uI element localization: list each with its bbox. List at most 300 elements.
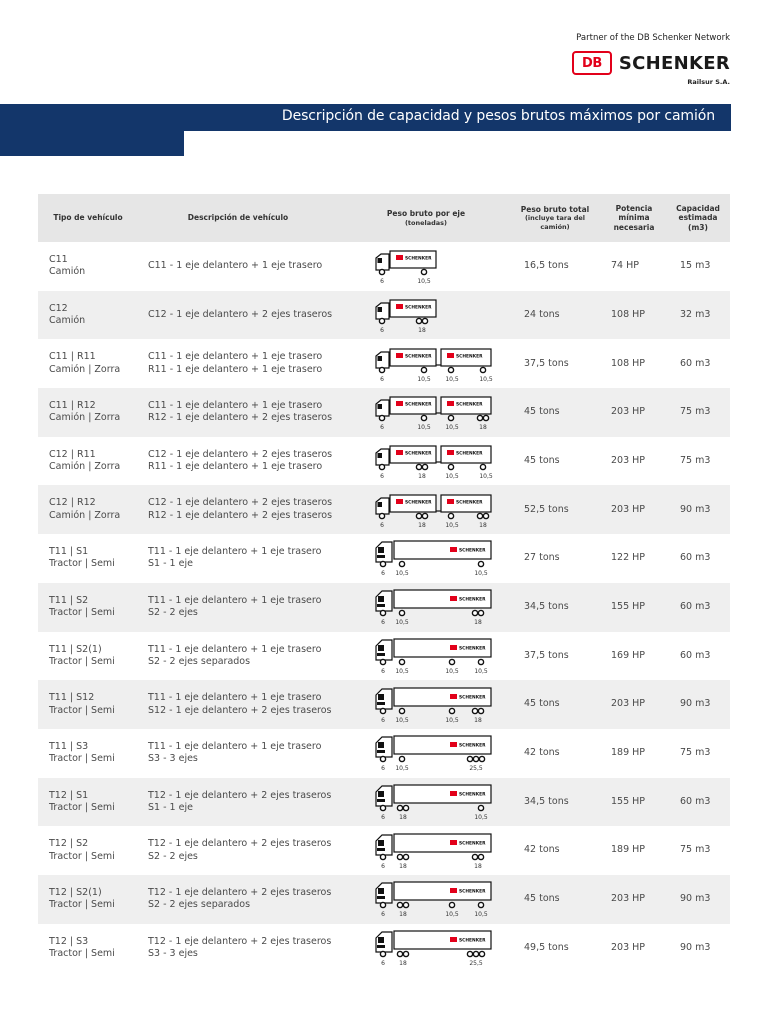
peso-total-cell — [524, 924, 604, 973]
peso-total-value: 24 tons — [524, 308, 560, 320]
truck-brand-label: SCHENKER — [405, 402, 432, 408]
vehicle-desc-line: C11 - 1 eje delantero + 1 eje trasero — [148, 351, 323, 363]
axle-weight-label: 10,5 — [474, 667, 488, 675]
truck-diagram-icon — [374, 295, 498, 335]
page-title: Descripción de capacidad y pesos brutos máximos por camión — [281, 108, 715, 124]
truck-diagram-icon — [374, 928, 498, 968]
vehicle-desc-line: T11 - 1 eje delantero + 1 eje trasero — [148, 594, 322, 606]
axle-weight-label: 18 — [418, 473, 426, 481]
capacidad-value: 60 m3 — [680, 357, 711, 369]
axle-diagram-cell — [374, 778, 500, 827]
wheel-icon — [478, 562, 483, 567]
axle-diagram-cell — [374, 583, 500, 632]
vehicle-code: T11 | S1 — [49, 546, 89, 558]
wheel-icon — [472, 611, 477, 616]
table-row — [38, 924, 730, 973]
vehicle-kind: Camión | Zorra — [49, 509, 121, 521]
axle-weight-label: 6 — [381, 959, 385, 967]
potencia-cell — [611, 485, 671, 534]
vehicle-description-cell — [148, 632, 368, 681]
capacidad-cell — [680, 632, 730, 681]
vehicle-code: T11 | S2(1) — [49, 643, 102, 655]
axle-weight-label: 18 — [399, 813, 407, 821]
db-logo-icon: DB — [572, 51, 612, 75]
axle-diagram-cell — [374, 388, 500, 437]
wheel-icon — [422, 513, 427, 518]
wheel-icon — [380, 951, 385, 956]
capacidad-cell — [680, 534, 730, 583]
vehicle-desc-line: S1 - 1 eje — [148, 801, 193, 813]
axle-diagram-cell — [374, 291, 500, 340]
wheel-icon — [479, 951, 484, 956]
db-schenker-logo — [572, 51, 730, 75]
capacidad-cell — [680, 924, 730, 973]
vehicle-desc-line: T12 - 1 eje delantero + 2 ejes traseros — [148, 886, 332, 898]
vehicle-type-cell — [49, 242, 139, 291]
table-row — [38, 242, 730, 291]
wheel-icon — [478, 903, 483, 908]
wheel-icon — [483, 513, 488, 518]
table-row — [38, 729, 730, 778]
wheel-icon — [379, 367, 384, 372]
axle-weight-label: 10,5 — [417, 424, 431, 432]
wheel-icon — [483, 416, 488, 421]
truck-brand-label: SCHENKER — [456, 354, 483, 360]
vehicle-kind: Tractor | Semi — [49, 947, 115, 959]
axle-weight-label: 18 — [418, 521, 426, 529]
vehicle-code: C12 | R12 — [49, 497, 96, 509]
wheel-icon — [379, 513, 384, 518]
partner-text: Partner of the DB Schenker Network — [576, 33, 730, 43]
vehicle-description-cell — [148, 924, 368, 973]
vehicle-desc-line: C12 - 1 eje delantero + 2 ejes traseros — [148, 308, 333, 320]
vehicle-description-cell — [148, 875, 368, 924]
vehicle-desc-line: T11 - 1 eje delantero + 1 eje trasero — [148, 643, 322, 655]
axle-weight-label: 10,5 — [417, 278, 431, 286]
axle-weight-label: 18 — [479, 521, 487, 529]
wheel-icon — [479, 757, 484, 762]
potencia-value: 203 HP — [611, 698, 646, 710]
vehicle-desc-line: R11 - 1 eje delantero + 1 eje trasero — [148, 363, 323, 375]
vehicle-desc-line: C11 - 1 eje delantero + 1 eje trasero — [148, 260, 323, 272]
axle-diagram-cell — [374, 826, 500, 875]
header-descripcion: Descripción de vehículo — [187, 213, 289, 223]
axle-weight-label: 18 — [474, 862, 482, 870]
wheel-icon — [448, 464, 453, 469]
vehicle-type-cell — [49, 388, 139, 437]
axle-weight-label: 18 — [399, 862, 407, 870]
subbrand: Railsur S.A. — [687, 78, 730, 86]
wheel-icon — [399, 611, 404, 616]
truck-brand-label: SCHENKER — [405, 305, 432, 311]
truck-diagram-icon — [374, 733, 498, 773]
vehicle-type-cell — [49, 485, 139, 534]
header-potencia: Potencia mínima necesaria — [613, 203, 655, 232]
truck-diagram-icon — [374, 344, 498, 384]
wheel-icon — [473, 951, 478, 956]
vehicle-code: C11 — [49, 254, 68, 265]
header-peso-total: Peso bruto total (incluye tara del camión) — [520, 205, 590, 231]
truck-diagram-icon — [374, 782, 498, 822]
potencia-cell — [611, 924, 671, 973]
wheel-icon — [478, 611, 483, 616]
header-peso-eje: Peso bruto por eje (toneladas) — [386, 208, 466, 227]
peso-total-value: 37,5 tons — [524, 649, 569, 661]
truck-diagram-icon — [374, 538, 498, 578]
peso-total-cell — [524, 680, 604, 729]
truck-brand-label: SCHENKER — [456, 500, 483, 506]
peso-total-cell — [524, 437, 604, 486]
vehicle-desc-line: R12 - 1 eje delantero + 2 ejes traseros — [148, 412, 333, 424]
axle-weight-label: 10,5 — [445, 375, 459, 383]
vehicle-desc-line: T11 - 1 eje delantero + 1 eje trasero — [148, 692, 322, 704]
potencia-value: 169 HP — [611, 649, 646, 661]
table-row — [38, 534, 730, 583]
wheel-icon — [449, 708, 454, 713]
potencia-cell — [611, 826, 671, 875]
potencia-value: 203 HP — [611, 406, 646, 418]
vehicle-kind: Tractor | Semi — [49, 558, 115, 570]
axle-weight-label: 18 — [474, 619, 482, 627]
vehicle-desc-line: S3 - 3 ejes — [148, 947, 198, 959]
peso-total-value: 34,5 tons — [524, 600, 569, 612]
vehicle-desc-line: C12 - 1 eje delantero + 2 ejes traseros — [148, 448, 333, 460]
vehicle-type-cell — [49, 291, 139, 340]
axle-weight-label: 25,5 — [469, 765, 483, 773]
wheel-icon — [421, 270, 426, 275]
axle-diagram-cell — [374, 242, 500, 291]
capacidad-value: 60 m3 — [680, 795, 711, 807]
wheel-icon — [478, 854, 483, 859]
capacidad-cell — [680, 485, 730, 534]
capacidad-value: 75 m3 — [680, 747, 711, 759]
wheel-icon — [421, 367, 426, 372]
axle-weight-label: 6 — [381, 667, 385, 675]
wheel-icon — [467, 951, 472, 956]
table-body — [38, 242, 730, 972]
axle-weight-label: 10,5 — [395, 667, 409, 675]
wheel-icon — [422, 318, 427, 323]
axle-weight-label: 10,5 — [395, 619, 409, 627]
header-tipo: Tipo de vehículo — [53, 213, 123, 223]
capacidad-cell — [680, 826, 730, 875]
vehicle-description-cell — [148, 437, 368, 486]
table-row — [38, 339, 730, 388]
header-capacidad: Capacidad estimada (m3) — [676, 203, 720, 232]
table-row — [38, 437, 730, 486]
axle-weight-label: 10,5 — [445, 521, 459, 529]
vehicle-type-cell — [49, 680, 139, 729]
vehicle-description-cell — [148, 388, 368, 437]
vehicle-type-cell — [49, 632, 139, 681]
potencia-value: 189 HP — [611, 747, 646, 759]
axle-weight-label: 6 — [381, 862, 385, 870]
vehicle-code: T11 | S2 — [49, 594, 89, 606]
capacidad-cell — [680, 339, 730, 388]
truck-diagram-icon — [374, 879, 498, 919]
wheel-icon — [403, 903, 408, 908]
axle-weight-label: 6 — [381, 570, 385, 578]
axle-weight-label: 6 — [381, 765, 385, 773]
peso-total-cell — [524, 242, 604, 291]
axle-weight-label: 10,5 — [474, 570, 488, 578]
wheel-icon — [399, 562, 404, 567]
potencia-value: 122 HP — [611, 552, 646, 564]
wheel-icon — [379, 416, 384, 421]
truck-brand-label: SCHENKER — [459, 840, 486, 846]
capacidad-value: 75 m3 — [680, 844, 711, 856]
axle-diagram-cell — [374, 680, 500, 729]
axle-weight-label: 10,5 — [445, 667, 459, 675]
capacidad-cell — [680, 437, 730, 486]
vehicle-desc-line: S2 - 2 ejes — [148, 607, 198, 619]
capacidad-value: 60 m3 — [680, 600, 711, 612]
vehicle-desc-line: S2 - 2 ejes — [148, 850, 198, 862]
capacidad-cell — [680, 583, 730, 632]
capacidad-value: 60 m3 — [680, 649, 711, 661]
wheel-icon — [379, 270, 384, 275]
wheel-icon — [480, 367, 485, 372]
truck-brand-label: SCHENKER — [459, 938, 486, 944]
wheel-icon — [380, 854, 385, 859]
axle-weight-label: 10,5 — [395, 570, 409, 578]
table-row — [38, 583, 730, 632]
vehicle-code: C11 | R12 — [49, 400, 96, 412]
vehicle-kind: Tractor | Semi — [49, 850, 115, 862]
axle-diagram-cell — [374, 632, 500, 681]
vehicle-kind: Tractor | Semi — [49, 607, 115, 619]
peso-total-cell — [524, 632, 604, 681]
axle-weight-label: 6 — [381, 911, 385, 919]
wheel-icon — [421, 416, 426, 421]
peso-total-cell — [524, 485, 604, 534]
vehicle-description-cell — [148, 291, 368, 340]
peso-total-value: 27 tons — [524, 552, 560, 564]
axle-diagram-cell — [374, 485, 500, 534]
wheel-icon — [397, 805, 402, 810]
axle-weight-label: 6 — [380, 521, 384, 529]
vehicle-type-cell — [49, 729, 139, 778]
wheel-icon — [399, 757, 404, 762]
vehicle-kind: Tractor | Semi — [49, 801, 115, 813]
axle-diagram-cell — [374, 924, 500, 973]
vehicle-kind: Camión | Zorra — [49, 363, 121, 375]
axle-weight-label: 6 — [381, 813, 385, 821]
potencia-value: 108 HP — [611, 357, 646, 369]
wheel-icon — [380, 659, 385, 664]
capacidad-value: 75 m3 — [680, 406, 711, 418]
wheel-icon — [379, 464, 384, 469]
potencia-cell — [611, 729, 671, 778]
wheel-icon — [397, 951, 402, 956]
wheel-icon — [403, 951, 408, 956]
axle-weight-label: 18 — [479, 424, 487, 432]
vehicle-kind: Camión | Zorra — [49, 412, 121, 424]
vehicle-type-cell — [49, 437, 139, 486]
truck-brand-label: SCHENKER — [459, 743, 486, 749]
potencia-cell — [611, 437, 671, 486]
wheel-icon — [403, 854, 408, 859]
vehicle-desc-line: T12 - 1 eje delantero + 2 ejes traseros — [148, 935, 332, 947]
wheel-icon — [449, 903, 454, 908]
truck-diagram-icon — [374, 490, 498, 530]
capacidad-value: 90 m3 — [680, 941, 711, 953]
axle-weight-label: 10,5 — [479, 375, 493, 383]
table-row — [38, 388, 730, 437]
vehicle-description-cell — [148, 339, 368, 388]
vehicle-type-cell — [49, 875, 139, 924]
vehicle-type-cell — [49, 534, 139, 583]
peso-total-cell — [524, 339, 604, 388]
wheel-icon — [380, 757, 385, 762]
axle-weight-label: 25,5 — [469, 959, 483, 967]
wheel-icon — [397, 854, 402, 859]
wheel-icon — [473, 757, 478, 762]
axle-weight-label: 10,5 — [445, 424, 459, 432]
axle-weight-label: 6 — [381, 619, 385, 627]
capacidad-cell — [680, 778, 730, 827]
wheel-icon — [416, 318, 421, 323]
axle-weight-label: 10,5 — [445, 911, 459, 919]
capacity-table — [38, 194, 730, 972]
truck-brand-label: SCHENKER — [405, 451, 432, 457]
potencia-cell — [611, 291, 671, 340]
axle-weight-label: 10,5 — [474, 911, 488, 919]
peso-total-cell — [524, 534, 604, 583]
potencia-value: 155 HP — [611, 795, 646, 807]
peso-total-value: 45 tons — [524, 698, 560, 710]
peso-total-value: 16,5 tons — [524, 260, 569, 272]
vehicle-kind: Tractor | Semi — [49, 655, 115, 667]
vehicle-description-cell — [148, 242, 368, 291]
vehicle-desc-line: C12 - 1 eje delantero + 2 ejes traseros — [148, 497, 333, 509]
wheel-icon — [467, 757, 472, 762]
wheel-icon — [472, 854, 477, 859]
capacidad-cell — [680, 291, 730, 340]
truck-brand-label: SCHENKER — [459, 889, 486, 895]
potencia-cell — [611, 388, 671, 437]
wheel-icon — [416, 464, 421, 469]
truck-brand-label: SCHENKER — [456, 451, 483, 457]
axle-diagram-cell — [374, 875, 500, 924]
wheel-icon — [399, 659, 404, 664]
capacidad-value: 75 m3 — [680, 454, 711, 466]
potencia-value: 108 HP — [611, 308, 646, 320]
wheel-icon — [478, 708, 483, 713]
truck-diagram-icon — [374, 587, 498, 627]
vehicle-code: T11 | S12 — [49, 692, 95, 704]
vehicle-kind: Tractor | Semi — [49, 704, 115, 716]
vehicle-description-cell — [148, 583, 368, 632]
table-row — [38, 778, 730, 827]
axle-weight-label: 6 — [380, 375, 384, 383]
vehicle-description-cell — [148, 485, 368, 534]
potencia-cell — [611, 339, 671, 388]
axle-weight-label: 10,5 — [445, 473, 459, 481]
axle-weight-label: 10,5 — [395, 716, 409, 724]
axle-diagram-cell — [374, 437, 500, 486]
wheel-icon — [379, 318, 384, 323]
axle-weight-label: 10,5 — [474, 813, 488, 821]
vehicle-type-cell — [49, 583, 139, 632]
wheel-icon — [422, 464, 427, 469]
table-row — [38, 291, 730, 340]
vehicle-desc-line: T11 - 1 eje delantero + 1 eje trasero — [148, 740, 322, 752]
vehicle-code: T12 | S3 — [49, 935, 89, 947]
axle-diagram-cell — [374, 339, 500, 388]
peso-total-cell — [524, 875, 604, 924]
truck-brand-label: SCHENKER — [459, 694, 486, 700]
potencia-cell — [611, 778, 671, 827]
axle-weight-label: 6 — [380, 473, 384, 481]
axle-weight-label: 6 — [380, 278, 384, 286]
wheel-icon — [477, 513, 482, 518]
vehicle-code: T11 | S3 — [49, 740, 89, 752]
peso-total-cell — [524, 291, 604, 340]
wheel-icon — [448, 513, 453, 518]
axle-weight-label: 10,5 — [479, 473, 493, 481]
schenker-wordmark: SCHENKER — [618, 52, 730, 74]
peso-total-value: 42 tons — [524, 844, 560, 856]
truck-diagram-icon — [374, 685, 498, 725]
potencia-value: 203 HP — [611, 503, 646, 515]
capacidad-value: 60 m3 — [680, 552, 711, 564]
vehicle-desc-line: S3 - 3 ejes — [148, 753, 198, 765]
table-row — [38, 826, 730, 875]
vehicle-description-cell — [148, 729, 368, 778]
wheel-icon — [480, 464, 485, 469]
truck-brand-label: SCHENKER — [405, 500, 432, 506]
vehicle-description-cell — [148, 826, 368, 875]
vehicle-desc-line: R12 - 1 eje delantero + 2 ejes traseros — [148, 509, 333, 521]
wheel-icon — [397, 903, 402, 908]
capacidad-value: 90 m3 — [680, 698, 711, 710]
wheel-icon — [380, 611, 385, 616]
vehicle-code: T12 | S1 — [49, 789, 89, 801]
truck-brand-label: SCHENKER — [456, 402, 483, 408]
capacidad-value: 32 m3 — [680, 308, 711, 320]
peso-total-value: 52,5 tons — [524, 503, 569, 515]
potencia-value: 203 HP — [611, 893, 646, 905]
table-row — [38, 632, 730, 681]
vehicle-kind: Camión — [49, 266, 86, 278]
table-row — [38, 680, 730, 729]
capacidad-value: 90 m3 — [680, 503, 711, 515]
wheel-icon — [448, 416, 453, 421]
vehicle-kind: Tractor | Semi — [49, 899, 115, 911]
wheel-icon — [449, 659, 454, 664]
wheel-icon — [380, 562, 385, 567]
truck-brand-label: SCHENKER — [459, 792, 486, 798]
capacidad-cell — [680, 729, 730, 778]
wheel-icon — [478, 659, 483, 664]
table-row — [38, 875, 730, 924]
potencia-value: 155 HP — [611, 600, 646, 612]
table-header — [38, 194, 730, 242]
vehicle-code: C12 | R11 — [49, 448, 96, 460]
peso-total-cell — [524, 388, 604, 437]
vehicle-kind: Camión — [49, 315, 86, 327]
vehicle-desc-line: S1 - 1 eje — [148, 558, 193, 570]
truck-diagram-icon — [374, 441, 498, 481]
axle-diagram-cell — [374, 534, 500, 583]
axle-weight-label: 10,5 — [417, 375, 431, 383]
peso-total-value: 45 tons — [524, 454, 560, 466]
vehicle-type-cell — [49, 778, 139, 827]
peso-total-value: 37,5 tons — [524, 357, 569, 369]
wheel-icon — [472, 708, 477, 713]
vehicle-desc-line: R11 - 1 eje delantero + 1 eje trasero — [148, 461, 323, 473]
